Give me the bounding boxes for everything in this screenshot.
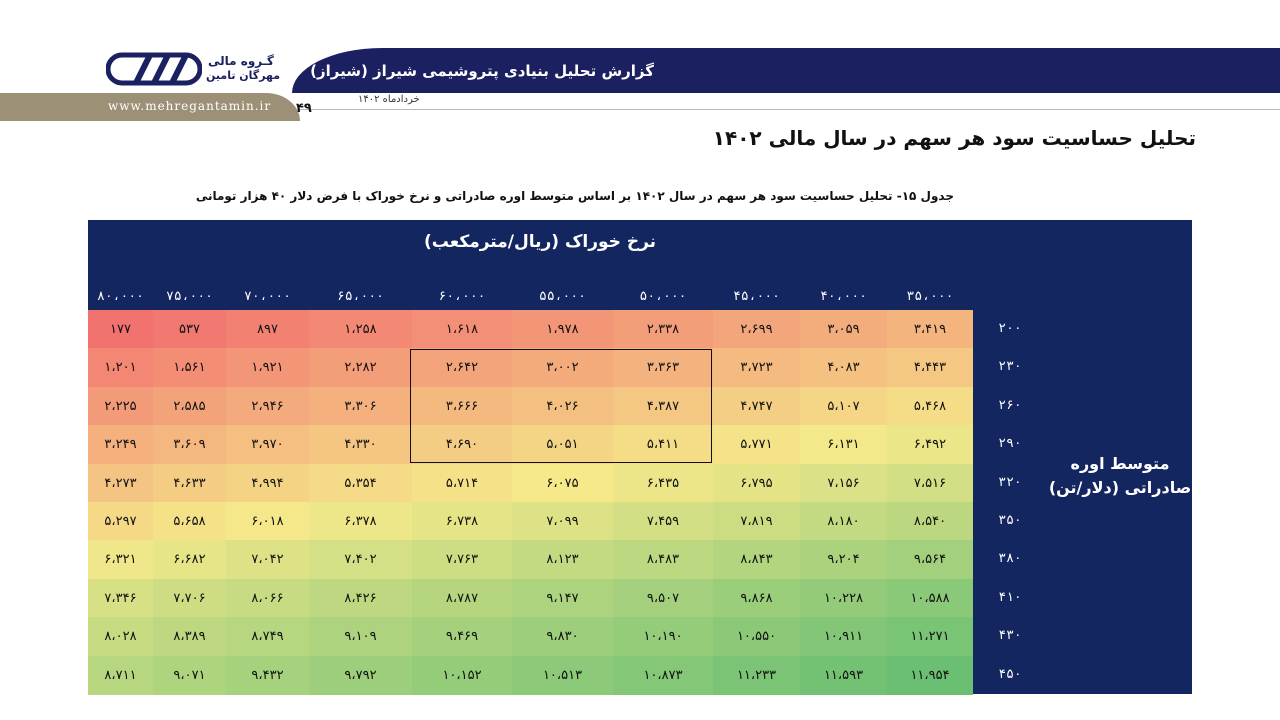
column-header: ۵۰،۰۰۰ — [639, 289, 687, 304]
column-header: ۵۵،۰۰۰ — [539, 289, 586, 304]
table-cell: ۱۱،۹۵۴ — [887, 656, 973, 695]
table-cell: ۸،۴۸۳ — [613, 540, 713, 579]
table-cell: ۴،۲۷۳ — [88, 464, 153, 503]
row-header: ۲۰۰ — [998, 321, 1022, 336]
table-cell: ۷،۰۴۲ — [226, 540, 309, 579]
table-cell: ۷،۸۱۹ — [713, 502, 800, 541]
table-cell: ۹،۸۶۸ — [713, 579, 800, 618]
section-title: تحلیل حساسیت سود هر سهم در سال مالی ۱۴۰۲ — [712, 126, 1196, 150]
row-header: ۲۶۰ — [998, 397, 1022, 413]
table-cell: ۹،۱۰۹ — [309, 617, 412, 656]
table-cell: ۷،۱۵۶ — [800, 464, 887, 503]
table-cell: ۳،۴۱۹ — [887, 310, 973, 349]
column-header: ۴۵،۰۰۰ — [733, 289, 780, 304]
table-cell: ۱۰،۱۵۲ — [412, 656, 512, 695]
table-cell: ۲،۳۳۸ — [613, 310, 713, 349]
table-cell: ۸،۵۴۰ — [887, 502, 973, 541]
table-cell: ۶،۴۳۵ — [613, 464, 713, 503]
table-cell: ۱۰،۸۷۳ — [613, 656, 713, 695]
table-cell: ۳،۷۲۳ — [713, 348, 800, 387]
table-cell: ۷،۴۰۲ — [309, 540, 412, 579]
table-cell: ۱،۶۱۸ — [412, 310, 512, 349]
table-cell: ۲،۹۴۶ — [226, 387, 309, 426]
table-cell: ۵،۱۰۷ — [800, 387, 887, 426]
table-cell: ۹،۵۶۴ — [887, 540, 973, 579]
table-cell: ۳،۹۷۰ — [226, 425, 309, 464]
table-cell: ۱،۹۷۸ — [512, 310, 613, 349]
report-date: خردادماه ۱۴۰۲ — [358, 94, 420, 105]
table-cell: ۵،۶۵۸ — [153, 502, 226, 541]
table-cell: ۹،۸۳۰ — [512, 617, 613, 656]
table-cell: ۸،۴۲۶ — [309, 579, 412, 618]
table-cell: ۱۰،۵۵۰ — [713, 617, 800, 656]
table-cell: ۳،۰۵۹ — [800, 310, 887, 349]
table-cell: ۷،۷۶۳ — [412, 540, 512, 579]
table-cell: ۶،۴۹۲ — [887, 425, 973, 464]
table-cell: ۶،۷۹۵ — [713, 464, 800, 503]
table-cell: ۶،۷۳۸ — [412, 502, 512, 541]
table-cell: ۸،۷۴۹ — [226, 617, 309, 656]
table-cell: ۹،۴۶۹ — [412, 617, 512, 656]
table-cell: ۹،۷۹۲ — [309, 656, 412, 695]
table-cell: ۴،۳۳۰ — [309, 425, 412, 464]
table-cell: ۵،۳۵۴ — [309, 464, 412, 503]
table-cell: ۷،۷۰۶ — [153, 579, 226, 618]
table-cell: ۶،۰۷۵ — [512, 464, 613, 503]
table-cell: ۵،۰۵۱ — [512, 425, 613, 464]
table-cell: ۴،۰۸۳ — [800, 348, 887, 387]
report-title: گزارش تحلیل بنیادی پتروشیمی شیراز (شیراز) — [310, 62, 654, 80]
table-cell: ۴،۰۲۶ — [512, 387, 613, 426]
row-header: ۴۱۰ — [998, 589, 1022, 605]
logo-text-group: گـروه مالی — [208, 54, 274, 68]
table-cell: ۸،۱۲۳ — [512, 540, 613, 579]
table-cell: ۹،۵۰۷ — [613, 579, 713, 618]
urea-label-line2: صادراتی (دلار/تن) — [1048, 478, 1192, 497]
table-cell: ۱۰،۱۹۰ — [613, 617, 713, 656]
row-header: ۲۹۰ — [998, 436, 1022, 452]
table-cell: ۴،۷۴۷ — [713, 387, 800, 426]
table-cell: ۴،۴۴۳ — [887, 348, 973, 387]
page-number: ۴۹ — [296, 101, 312, 116]
column-header: ۴۰،۰۰۰ — [820, 289, 867, 304]
table-cell: ۶،۳۷۸ — [309, 502, 412, 541]
row-header: ۴۳۰ — [998, 628, 1022, 644]
column-header: ۳۵،۰۰۰ — [906, 289, 954, 304]
table-cell: ۵،۷۷۱ — [713, 425, 800, 464]
table-cell: ۹،۰۷۱ — [153, 656, 226, 695]
table-cell: ۶،۳۲۱ — [88, 540, 153, 579]
table-cell: ۷،۴۵۹ — [613, 502, 713, 541]
table-cell: ۳،۶۶۶ — [412, 387, 512, 426]
table-cell: ۹،۱۴۷ — [512, 579, 613, 618]
table-cell: ۹،۴۳۲ — [226, 656, 309, 695]
table-cell: ۱۱،۲۷۱ — [887, 617, 973, 656]
table-cell: ۶،۰۱۸ — [226, 502, 309, 541]
table-cell: ۳،۰۰۲ — [512, 348, 613, 387]
table-cell: ۸،۰۲۸ — [88, 617, 153, 656]
table-cell: ۱۰،۲۲۸ — [800, 579, 887, 618]
row-header: ۴۵۰ — [998, 666, 1022, 682]
table-cell: ۱،۹۲۱ — [226, 348, 309, 387]
table-cell: ۵،۷۱۴ — [412, 464, 512, 503]
table-cell: ۳،۲۴۹ — [88, 425, 153, 464]
table-cell: ۱۷۷ — [88, 310, 153, 349]
row-header: ۳۲۰ — [998, 474, 1022, 490]
table-cell: ۴،۶۳۳ — [153, 464, 226, 503]
table-cell: ۹،۲۰۴ — [800, 540, 887, 579]
table-cell: ۱۰،۵۸۸ — [887, 579, 973, 618]
table-caption: جدول ۱۵- تحلیل حساسیت سود هر سهم در سال ۱۴۰۲ بر اساس متوسط اوره صادراتی و نرخ خوراک با فرض دلار ۴۰ هزار تومانی — [195, 189, 954, 203]
table-cell: ۸۹۷ — [226, 310, 309, 349]
table-cell: ۶،۶۸۲ — [153, 540, 226, 579]
table-cell: ۸،۷۸۷ — [412, 579, 512, 618]
column-header: ۷۵،۰۰۰ — [166, 289, 213, 304]
table-cell: ۱۱،۲۳۳ — [713, 656, 800, 695]
table-cell: ۲،۲۸۲ — [309, 348, 412, 387]
table-cell: ۱۰،۹۱۱ — [800, 617, 887, 656]
table-cell: ۲،۵۸۵ — [153, 387, 226, 426]
table-cell: ۲،۶۴۲ — [412, 348, 512, 387]
table-cell: ۳،۶۰۹ — [153, 425, 226, 464]
table-cell: ۲،۲۲۵ — [88, 387, 153, 426]
header-divider — [300, 109, 1280, 110]
table-cell: ۵،۴۱۱ — [613, 425, 713, 464]
table-cell: ۸،۸۴۳ — [713, 540, 800, 579]
company-logo-icon — [106, 52, 202, 86]
row-header: ۲۳۰ — [998, 359, 1022, 375]
table-cell: ۵۳۷ — [153, 310, 226, 349]
urea-price-axis-title — [1040, 452, 1200, 500]
website-link[interactable]: www.mehregantamin.ir — [108, 99, 272, 113]
table-cell: ۶،۱۳۱ — [800, 425, 887, 464]
table-cell: ۸،۳۸۹ — [153, 617, 226, 656]
table-cell: ۵،۴۶۸ — [887, 387, 973, 426]
table-cell: ۲،۶۹۹ — [713, 310, 800, 349]
column-header: ۸۰،۰۰۰ — [97, 289, 144, 304]
table-cell: ۸،۷۱۱ — [88, 656, 153, 695]
table-cell: ۱۰،۵۱۳ — [512, 656, 613, 695]
table-cell: ۴،۳۸۷ — [613, 387, 713, 426]
row-header: ۳۸۰ — [998, 551, 1022, 567]
column-header: ۷۰،۰۰۰ — [244, 289, 291, 304]
column-header: ۶۵،۰۰۰ — [337, 289, 384, 304]
table-cell: ۴،۹۹۴ — [226, 464, 309, 503]
table-cell: ۴،۶۹۰ — [412, 425, 512, 464]
table-cell: ۷،۰۹۹ — [512, 502, 613, 541]
table-cell: ۱۱،۵۹۳ — [800, 656, 887, 695]
table-cell: ۷،۵۱۶ — [887, 464, 973, 503]
table-cell: ۷،۳۴۶ — [88, 579, 153, 618]
table-cell: ۳،۳۶۳ — [613, 348, 713, 387]
table-cell: ۵،۲۹۷ — [88, 502, 153, 541]
table-cell: ۸،۰۶۶ — [226, 579, 309, 618]
table-cell: ۱،۲۰۱ — [88, 348, 153, 387]
table-cell: ۱،۲۵۸ — [309, 310, 412, 349]
feed-rate-axis-title: نرخ خوراک (ریال/مترمکعب) — [423, 232, 657, 252]
table-cell: ۱،۵۶۱ — [153, 348, 226, 387]
urea-label-line1: متوسط اوره — [1070, 454, 1170, 473]
row-header: ۳۵۰ — [998, 513, 1022, 528]
table-cell: ۸،۱۸۰ — [800, 502, 887, 541]
column-header: ۶۰،۰۰۰ — [438, 289, 486, 304]
table-cell: ۳،۳۰۶ — [309, 387, 412, 426]
highlight-box — [410, 349, 712, 463]
logo-text-name: مهرگان تامین — [206, 69, 281, 82]
